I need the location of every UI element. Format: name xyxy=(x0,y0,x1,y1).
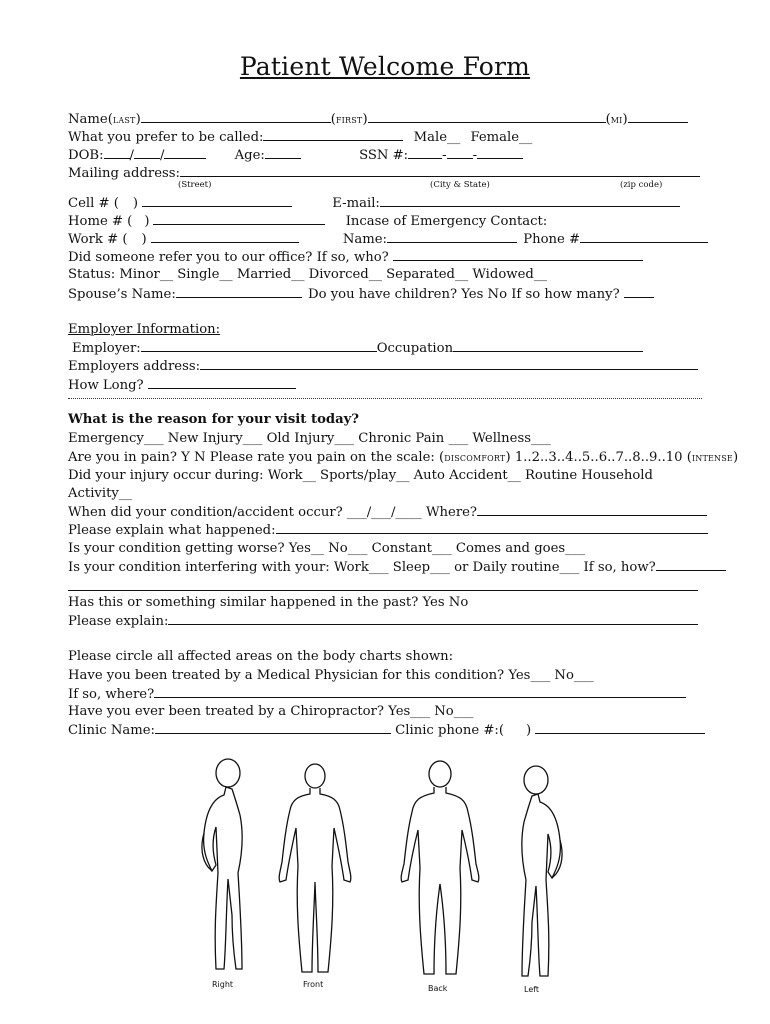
dash: - xyxy=(472,148,478,163)
explain-row xyxy=(68,521,708,539)
injury-row[interactable]: Did your injury occur during: Work__ Sports/play__ Auto Accident__ Routine Household xyxy=(68,468,653,483)
paren: ) xyxy=(362,112,368,127)
email-label: E-mail: xyxy=(332,196,380,211)
intense-caption: INTENSE xyxy=(691,454,733,463)
emergency-phone-label: Phone # xyxy=(523,232,581,247)
employer-row xyxy=(72,339,643,357)
worse-row[interactable]: Is your condition getting worse? Yes__ No___ Constant___ Comes and goes___ xyxy=(68,541,585,556)
section-divider xyxy=(68,398,702,399)
occupation-field[interactable] xyxy=(453,339,643,352)
past-explain-row xyxy=(68,612,698,630)
employers-address-label: Employers address: xyxy=(68,359,201,374)
cell-row xyxy=(68,194,680,212)
pain-question: Are you in pain? Y N Please rate you pain on the scale: ( xyxy=(68,450,445,465)
activity-row[interactable]: Activity__ xyxy=(68,486,133,501)
circle-row: Please circle all affected areas on the body charts shown: xyxy=(68,649,454,664)
last-caption: LAST xyxy=(112,116,136,125)
dob-month-field[interactable] xyxy=(104,146,130,159)
children-question: Do you have children? Yes No If so how many? xyxy=(308,287,620,302)
figure-label-left: Left xyxy=(524,985,540,994)
age-label: Age: xyxy=(234,148,265,163)
emergency-contact-label: Incase of Emergency Contact: xyxy=(345,214,548,229)
preferred-name-field[interactable] xyxy=(263,128,403,141)
zip-caption: (zip code) xyxy=(620,180,663,190)
mailing-row xyxy=(68,164,700,182)
figure-label-back: Back xyxy=(428,984,448,993)
employer-label: Employer: xyxy=(72,341,141,356)
dob-day-field[interactable] xyxy=(134,146,160,159)
paren: ( xyxy=(330,112,336,127)
ssn-part1-field[interactable] xyxy=(408,146,442,159)
interfering-how-field[interactable] xyxy=(656,558,726,571)
ssn-label: SSN #: xyxy=(359,148,409,163)
work-phone-field[interactable] xyxy=(151,230,299,243)
clinic-phone-label: Clinic phone #:( xyxy=(395,723,504,738)
mailing-label: Mailing address: xyxy=(68,166,180,181)
chiro-row[interactable]: Have you ever been treated by a Chiropractor? Yes___ No___ xyxy=(68,704,474,719)
first-caption: FIRST xyxy=(335,116,363,125)
clinic-phone-field[interactable] xyxy=(535,721,705,734)
paren: ( xyxy=(605,112,611,127)
male-option[interactable]: Male__ xyxy=(413,130,461,145)
paren: ) xyxy=(132,196,139,211)
referral-row xyxy=(68,248,643,266)
when-label[interactable]: When did your condition/accident occur? ___/___/____ xyxy=(68,505,422,520)
where-row xyxy=(68,685,686,703)
spouse-row xyxy=(68,285,654,303)
employer-field[interactable] xyxy=(141,339,377,352)
name-row xyxy=(68,110,688,128)
body-chart-right[interactable] xyxy=(182,755,252,975)
how-long-row xyxy=(68,376,296,394)
mi-caption: MI xyxy=(610,116,623,125)
cell-label: Cell # ( xyxy=(68,196,119,211)
where-field[interactable] xyxy=(477,503,707,516)
dash: - xyxy=(442,148,447,163)
employers-address-field[interactable] xyxy=(200,357,698,370)
ssn-part3-field[interactable] xyxy=(477,146,523,159)
explain-label: Please explain what happened: xyxy=(68,523,276,538)
paren: ) xyxy=(622,112,628,127)
mailing-address-field[interactable] xyxy=(180,164,700,177)
work-row xyxy=(68,230,708,248)
email-field[interactable] xyxy=(380,194,680,207)
middle-initial-field[interactable] xyxy=(628,110,688,123)
past-explain-field[interactable] xyxy=(168,612,698,625)
pain-scale[interactable]: ) 1..2..3..4..5..6..7..8..9..10 ( xyxy=(505,450,692,465)
female-option[interactable]: Female__ xyxy=(470,130,533,145)
prefer-row xyxy=(68,128,532,146)
status-row[interactable]: Status: Minor__ Single__ Married__ Divorced__ Separated__ Widowed__ xyxy=(68,267,548,282)
first-name-field[interactable] xyxy=(368,110,606,123)
employer-heading xyxy=(68,321,220,339)
occupation-label: Occupation xyxy=(376,341,454,356)
how-long-label: How Long? xyxy=(68,378,144,393)
form-title: Patient Welcome Form xyxy=(239,52,531,81)
slash: / xyxy=(159,148,165,163)
reasons-row[interactable]: Emergency___ New Injury___ Old Injury___ Chronic Pain ___ Wellness___ xyxy=(68,431,551,446)
city-caption: (City & State) xyxy=(430,180,490,190)
where-label: Where? xyxy=(425,505,477,520)
paren: ) xyxy=(135,112,141,127)
emergency-phone-field[interactable] xyxy=(580,230,708,243)
figure-label-right: Right xyxy=(212,980,234,989)
paren: ) xyxy=(526,723,532,738)
street-caption: (Street) xyxy=(178,180,212,190)
spouse-label: Spouse’s Name: xyxy=(68,287,176,302)
work-label: Work # ( xyxy=(68,232,128,247)
slash: / xyxy=(129,148,134,163)
name-label: Name( xyxy=(68,112,113,127)
clinic-name-field[interactable] xyxy=(155,721,391,734)
where-treated-label: If so, where? xyxy=(68,687,155,702)
how-long-field[interactable] xyxy=(148,376,296,389)
interfering-row xyxy=(68,558,726,576)
clinic-name-label: Clinic Name: xyxy=(68,723,155,738)
body-chart-left[interactable] xyxy=(512,762,582,980)
prefer-label: What you prefer to be called: xyxy=(68,130,264,145)
home-phone-field[interactable] xyxy=(153,212,325,225)
body-chart-back[interactable] xyxy=(392,760,488,980)
ssn-part2-field[interactable] xyxy=(447,146,473,159)
employer-heading-text: Employer Information: xyxy=(68,322,221,337)
interfering-label[interactable]: Is your condition interfering with your: Work___ Sleep___ or Daily routine___ If so, how? xyxy=(68,560,656,575)
explain-field[interactable] xyxy=(276,521,708,534)
clinic-row xyxy=(68,721,705,739)
referral-label: Did someone refer you to our office? If so, who? xyxy=(68,250,389,265)
paren: ) xyxy=(141,232,147,247)
emergency-name-label: Name: xyxy=(342,232,387,247)
paren: ) xyxy=(144,214,150,229)
when-row xyxy=(68,503,707,521)
emergency-name-field[interactable] xyxy=(387,230,517,243)
treated-md-row[interactable]: Have you been treated by a Medical Physician for this condition? Yes___ No___ xyxy=(68,668,594,683)
cell-field[interactable] xyxy=(142,194,292,207)
dob-row xyxy=(68,146,523,164)
referral-field[interactable] xyxy=(393,248,643,261)
home-label: Home # ( xyxy=(68,214,133,229)
reason-heading-text: What is the reason for your visit today? xyxy=(68,412,360,427)
interfering-continuation-line[interactable] xyxy=(68,590,698,591)
where-treated-field[interactable] xyxy=(154,685,686,698)
discomfort-caption: DISCOMFORT xyxy=(444,454,506,463)
children-count-field[interactable] xyxy=(624,285,654,298)
dob-year-field[interactable] xyxy=(164,146,206,159)
pain-row xyxy=(68,449,738,467)
reason-heading xyxy=(68,411,359,429)
body-chart-front[interactable] xyxy=(272,762,358,978)
home-row xyxy=(68,212,547,230)
figure-label-front: Front xyxy=(303,980,324,989)
last-name-field[interactable] xyxy=(141,110,331,123)
spouse-name-field[interactable] xyxy=(176,285,302,298)
paren: ) xyxy=(732,450,739,465)
past-explain-label: Please explain: xyxy=(68,614,169,629)
age-field[interactable] xyxy=(265,146,301,159)
dob-label: DOB: xyxy=(68,148,104,163)
employers-address-row xyxy=(68,357,698,375)
past-row[interactable]: Has this or something similar happened in the past? Yes No xyxy=(68,595,469,610)
